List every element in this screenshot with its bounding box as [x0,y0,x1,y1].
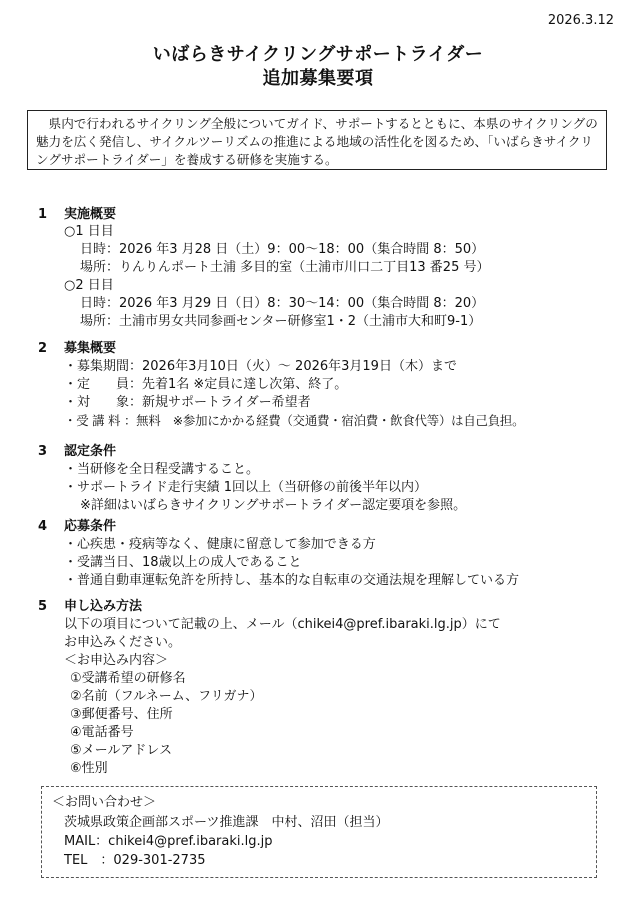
intro-box: 県内で行われるサイクリング全般についてガイド、サポートするとともに、本県のサイクリングの魅力を広く発信し、サイクルツーリズムの推進による地域の活性化を図るため、「いばらきサイクリングサポートライダー」を養成する研修を実施する。 [27,110,607,170]
section-title: 申し込み方法 [64,599,143,614]
contact-heading: ＜お問い合わせ＞ [52,795,157,810]
contact-tel: TEL ：029-301-2735 [64,853,206,868]
apply-list-title: ＜お申込み内容＞ [64,653,169,668]
apply-item: ①受講希望の研修名 [70,671,186,686]
section-title: 募集概要 [64,341,117,356]
contact-box [41,786,597,878]
section-title: 実施概要 [64,207,117,222]
list-item: ・ サポートライド走行実績 1回以上（当研修の前後半年以内） [64,479,427,496]
section-number: 3 [38,444,48,459]
section-number: 4 [38,519,48,534]
apply-text-line1: 以下の項目について記載の上、メール（chikei4@pref.ibaraki.lg.jp）にて [64,617,501,632]
section-title: 応募条件 [64,519,117,534]
section-number: 5 [38,599,48,614]
list-item: ・ 普通自動車運転免許を所持し、基本的な自転車の交通法規を理解している方 [64,572,519,589]
day1-time: 日時：2026 年3 月28 日（土）9：00～18：00（集合時間 8：50） [80,242,485,257]
list-item: ・ 受 講 料 ：無料 ※参加にかかる経費（交通費・宿泊費・飲食代等）は自己負担。 [64,412,524,429]
apply-text-line2: お申込みください。 [64,635,182,650]
apply-item: ④電話番号 [70,725,134,740]
day1-place: 場所：りんりんポート土浦 多目的室（土浦市川口二丁目13 番25 号） [80,260,490,275]
document-subtitle: 追加募集要項 [262,68,374,89]
apply-item: ③郵便番号、住所 [70,707,173,722]
section-number: 2 [38,341,48,356]
apply-item: ⑤メールアドレス [70,743,173,758]
section-title: 認定条件 [64,444,117,459]
contact-department: 茨城県政策企画部スポーツ推進課 中村、沼田（担当） [64,815,389,830]
section-number: 1 [38,207,48,222]
document-title: いばらきサイクリングサポートライダー [152,44,484,65]
day2-place: 場所：土浦市男女共同参画センター研修室1・2（土浦市大和町9-1） [80,314,482,329]
apply-item: ②名前（フルネーム、フリガナ） [70,689,263,704]
apply-item: ⑥性別 [70,761,108,776]
day2-time: 日時：2026 年3 月29 日（日）8：30～14：00（集合時間 8：20） [80,296,485,311]
note-text: ※詳細はいばらきサイクリングサポートライダー認定要項を参照。 [80,498,467,513]
list-item: ・ 対 象：新規サポートライダー希望者 [64,394,311,411]
contact-mail: MAIL：chikei4@pref.ibaraki.lg.jp [64,834,273,849]
list-item: ・ 心疾患・疫病等なく、健康に留意して参加できる方 [64,536,376,553]
list-item: ・ 受講当日、18歳以上の成人であること [64,554,302,571]
list-item: ・ 定 員：先着1名 ※定員に達し次第、終了。 [64,376,347,393]
list-item: ・ 募集期間：2026年3月10日（火）～ 2026年3月19日（木）まで [64,358,457,375]
document-date: 2026.3.12 [547,13,614,28]
day2-label: ○2 日目 [64,278,114,293]
list-item: ・ 当研修を全日程受講すること。 [64,461,259,478]
day1-label: ○1 日目 [64,224,114,239]
